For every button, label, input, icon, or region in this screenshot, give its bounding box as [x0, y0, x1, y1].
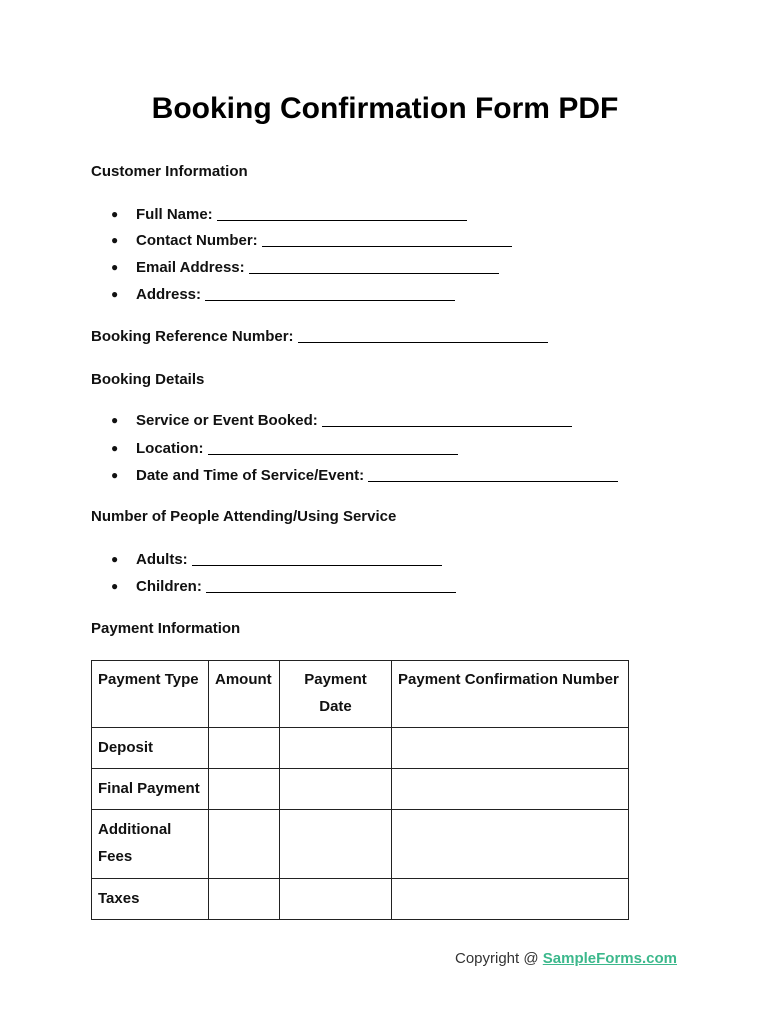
list-item-children — [111, 578, 456, 595]
table-cell[interactable] — [392, 810, 629, 879]
table-cell[interactable] — [280, 879, 392, 920]
field-label: Service or Event Booked: — [136, 412, 318, 429]
table-cell[interactable] — [209, 810, 280, 879]
column-header: Payment Confirmation Number — [392, 661, 629, 728]
field-label: Children: — [136, 578, 202, 595]
field-label: Address: — [136, 286, 202, 303]
payment-heading: Payment Information — [91, 620, 241, 637]
brand-link[interactable]: SampleForms.com — [542, 950, 677, 967]
column-header: Payment Type — [92, 661, 209, 728]
booking-reference-line[interactable] — [298, 330, 548, 343]
customer-info-heading: Customer Information — [91, 163, 248, 180]
table-cell[interactable] — [392, 879, 629, 920]
adults-line[interactable] — [192, 553, 442, 566]
table-cell[interactable] — [209, 769, 280, 810]
copyright-prefix: Copyright @ — [455, 950, 539, 967]
field-label: Full Name: — [136, 206, 213, 223]
table-row — [92, 879, 629, 920]
field-label: Location: — [136, 440, 204, 457]
bullet-icon: ● — [111, 233, 119, 247]
table-cell[interactable] — [280, 810, 392, 879]
table-cell[interactable] — [280, 769, 392, 810]
service-booked-line[interactable] — [322, 414, 572, 427]
booking-details-heading: Booking Details — [91, 371, 205, 388]
copyright-footer — [455, 950, 677, 967]
row-label: Taxes — [92, 879, 209, 920]
field-label: Date and Time of Service/Event: — [136, 467, 365, 484]
bullet-icon: ● — [111, 579, 119, 593]
table-cell[interactable] — [209, 879, 280, 920]
bullet-icon: ● — [111, 441, 119, 455]
children-line[interactable] — [206, 580, 456, 593]
bullet-icon: ● — [111, 468, 119, 482]
bullet-icon: ● — [111, 413, 119, 427]
full-name-line[interactable] — [217, 208, 467, 221]
list-item-date-time — [111, 467, 618, 484]
row-label: Additional Fees — [92, 810, 209, 879]
booking-reference-label: Booking Reference Number: — [91, 328, 294, 345]
field-label: Email Address: — [136, 259, 245, 276]
table-cell[interactable] — [209, 728, 280, 769]
list-item-adults — [111, 551, 442, 568]
email-address-line[interactable] — [249, 261, 499, 274]
list-item-contact-number — [111, 232, 512, 249]
page-title: Booking Confirmation Form PDF — [151, 92, 619, 125]
table-row — [92, 728, 629, 769]
location-line[interactable] — [208, 442, 458, 455]
list-item-email-address — [111, 259, 499, 276]
field-label: Contact Number: — [136, 232, 258, 249]
address-line[interactable] — [205, 288, 455, 301]
table-cell[interactable] — [280, 728, 392, 769]
list-item-service-booked — [111, 412, 572, 429]
table-row — [92, 769, 629, 810]
row-label: Deposit — [92, 728, 209, 769]
payment-table — [91, 660, 629, 920]
table-header-row — [92, 661, 629, 728]
table-row — [92, 810, 629, 879]
bullet-icon: ● — [111, 287, 119, 301]
bullet-icon: ● — [111, 552, 119, 566]
bullet-icon: ● — [111, 260, 119, 274]
table-cell[interactable] — [392, 728, 629, 769]
list-item-location — [111, 440, 458, 457]
booking-reference-row — [91, 328, 548, 345]
contact-number-line[interactable] — [262, 234, 512, 247]
date-time-line[interactable] — [368, 469, 618, 482]
bullet-icon: ● — [111, 207, 119, 221]
field-label: Adults: — [136, 551, 188, 568]
people-heading: Number of People Attending/Using Service — [91, 508, 397, 525]
list-item-address — [111, 286, 455, 303]
row-label: Final Payment — [92, 769, 209, 810]
column-header: Amount — [209, 661, 280, 728]
table-cell[interactable] — [392, 769, 629, 810]
column-header: Payment Date — [280, 661, 392, 728]
list-item-full-name — [111, 206, 467, 223]
